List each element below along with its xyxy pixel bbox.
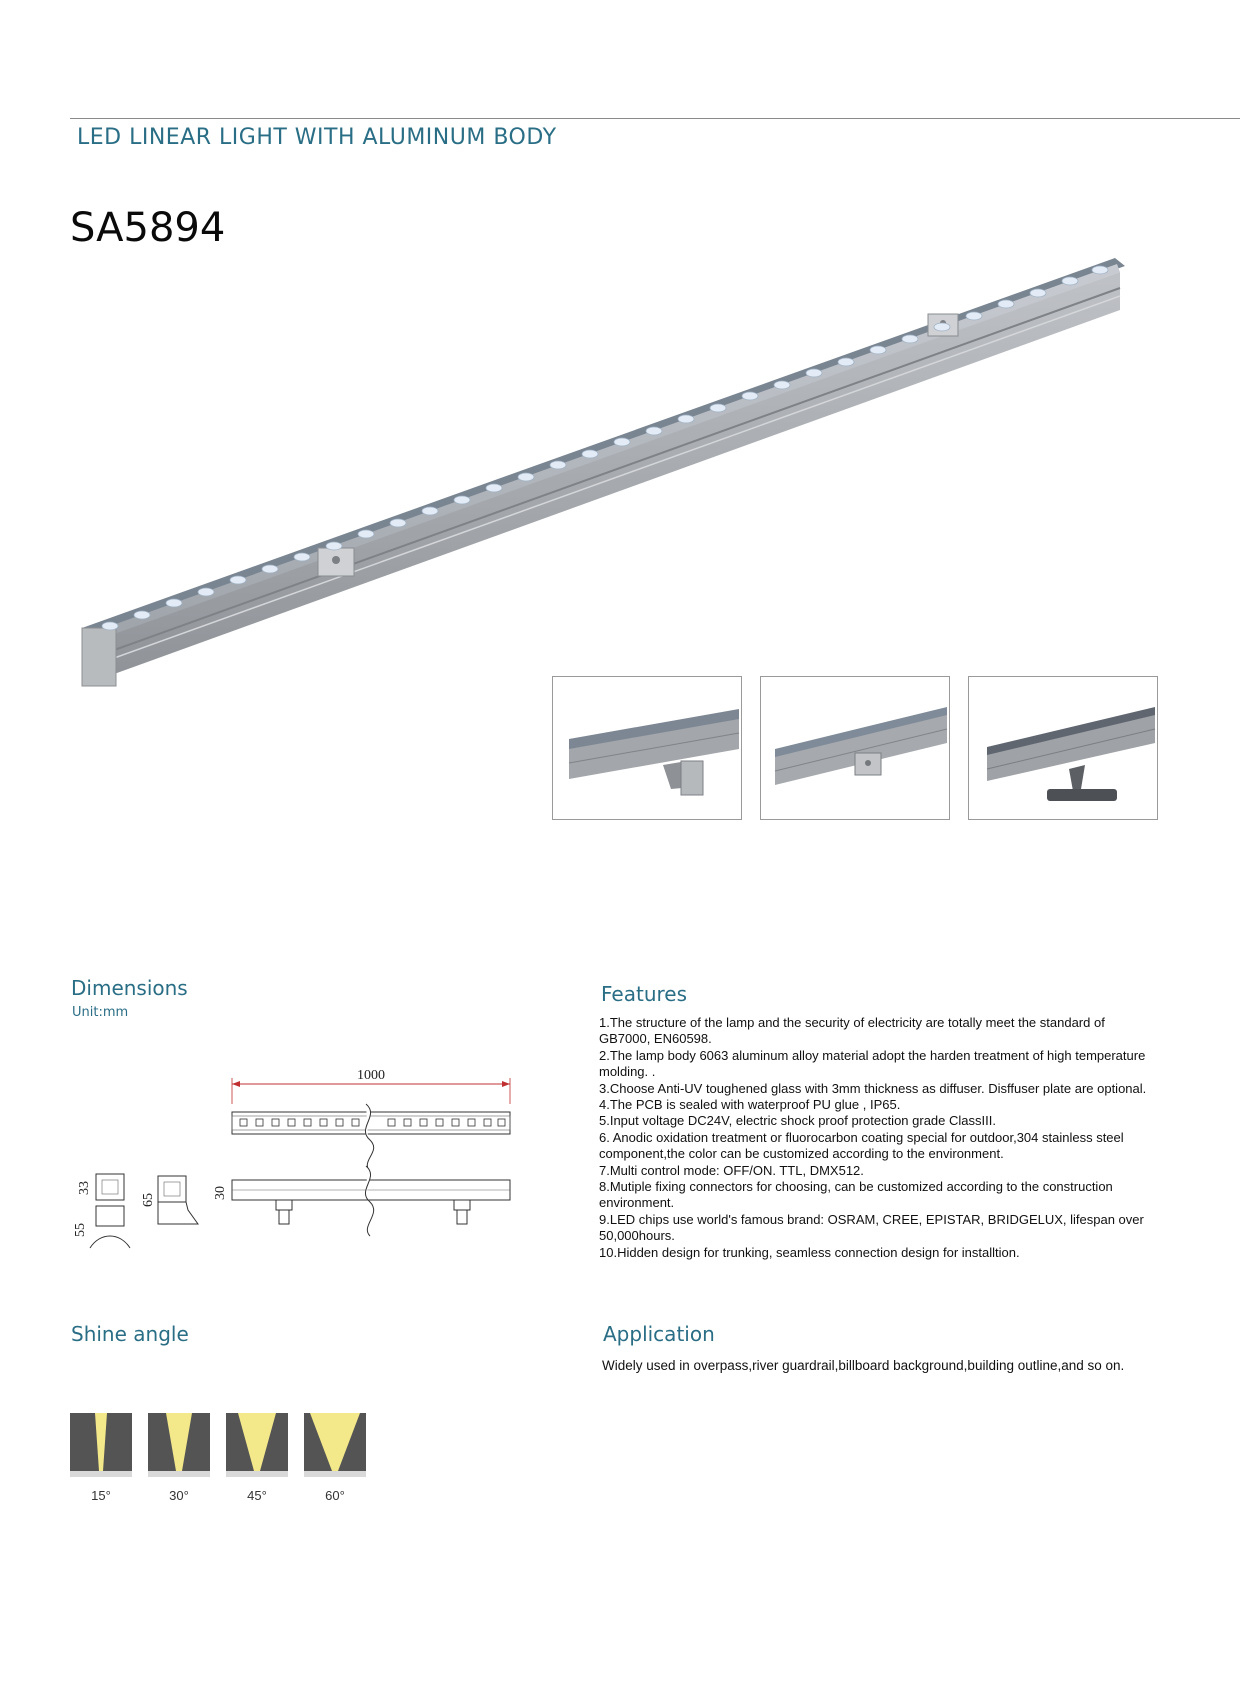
shine-angle-title: Shine angle: [71, 1322, 189, 1346]
application-title: Application: [603, 1322, 715, 1346]
feature-item: 5.Input voltage DC24V, electric shock proof protection grade ClassIII.: [599, 1113, 996, 1129]
dimension-drawing: [70, 1060, 540, 1260]
angle-label-15: 15°: [91, 1488, 111, 1503]
feature-item: 8.Mutiple fixing connectors for choosing, can be customized according to the construction environment.: [599, 1179, 1113, 1211]
feature-item: 1.The structure of the lamp and the security of electricity are totally meet the standard of GB7000, EN60598.: [599, 1015, 1105, 1047]
header-rule: [70, 118, 1240, 119]
feature-item: 7.Multi control mode: OFF/ON. TTL, DMX512.: [599, 1162, 864, 1178]
beam-60-icon: [304, 1413, 366, 1477]
thumbnail-bracket-3[interactable]: [968, 676, 1158, 820]
feature-item: 2.The lamp body 6063 aluminum alloy material adopt the harden treatment of high temperature molding. .: [599, 1047, 1146, 1080]
beam-15-icon: [70, 1413, 132, 1477]
features-list: [599, 1015, 1159, 1261]
product-main-image: [70, 250, 1130, 700]
height-33-label: 33: [77, 1181, 92, 1195]
angle-label-30: 30°: [169, 1488, 189, 1503]
height-55-label: 55: [73, 1223, 88, 1237]
thumbnail-bracket-1[interactable]: [552, 676, 742, 820]
height-30-label: 30: [213, 1186, 228, 1200]
length-label: 1000: [357, 1068, 385, 1083]
feature-item: 4.The PCB is sealed with waterproof PU glue , IP65.: [599, 1097, 901, 1113]
feature-item: 9.LED chips use world's famous brand: OSRAM, CREE, EPISTAR, BRIDGELUX, lifespan over 50,000hours.: [599, 1211, 1144, 1244]
thumbnail-bracket-2[interactable]: [760, 676, 950, 820]
beam-45-icon: [226, 1413, 288, 1477]
angle-label-60: 60°: [325, 1488, 345, 1503]
model-number: SA5894: [70, 205, 226, 251]
angle-label-45: 45°: [247, 1488, 267, 1503]
feature-item: 6. Anodic oxidation treatment or fluorocarbon coating special for outdoor,304 stainless steel component,the color can be customized according to the environment.: [599, 1129, 1124, 1162]
height-65-label: 65: [141, 1193, 156, 1207]
application-text: Widely used in overpass,river guardrail,billboard background,building outline,and so on.: [602, 1358, 1125, 1373]
feature-item: 3.Choose Anti-UV toughened glass with 3mm thickness as diffuser. Disffuser plate are optional.: [599, 1080, 1147, 1096]
dimensions-title: Dimensions: [71, 976, 188, 1000]
features-title: Features: [601, 982, 687, 1006]
beam-30-icon: [148, 1413, 210, 1477]
feature-item: 10.Hidden design for trunking, seamless connection design for installtion.: [599, 1244, 1020, 1260]
unit-label: Unit:mm: [72, 1005, 129, 1020]
thumbnail-image: [969, 677, 1157, 819]
thumbnail-image: [553, 677, 741, 819]
thumbnail-image: [761, 677, 949, 819]
product-subtitle: LED LINEAR LIGHT WITH ALUMINUM BODY: [77, 125, 557, 150]
